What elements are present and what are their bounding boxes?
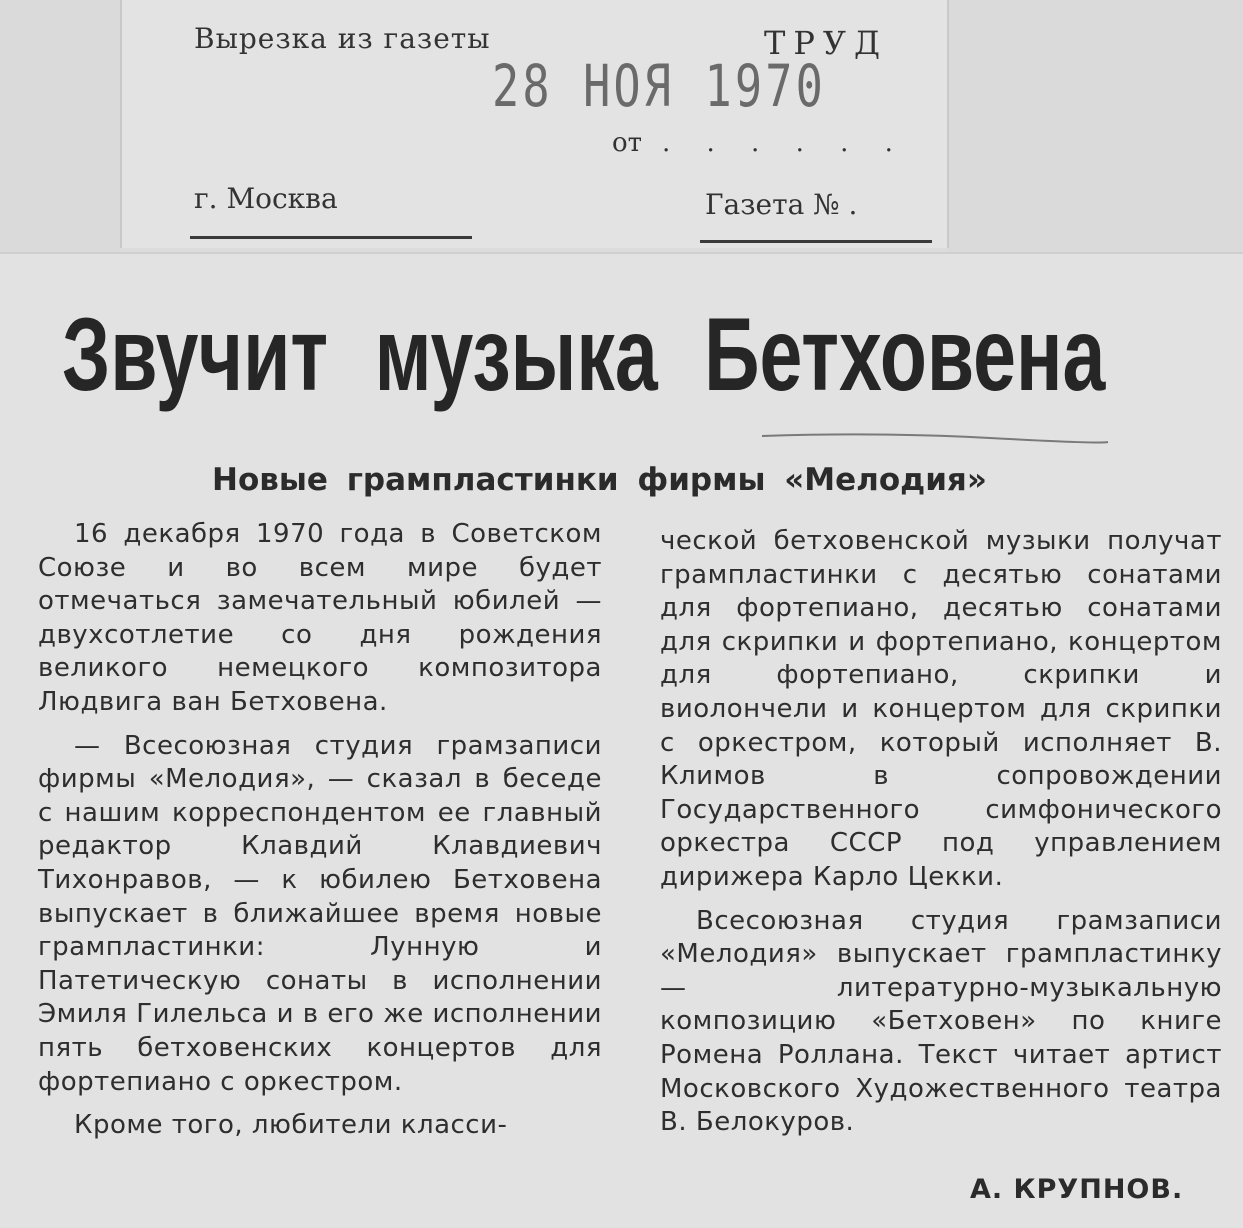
paragraph: Кроме того, любители класси- [74, 1110, 508, 1141]
issue-number-label: Газета № . [705, 188, 858, 221]
article-subheadline: Новые грампластинки фирмы «Мелодия» [212, 462, 987, 498]
paragraph: — Всесоюзная студия грамзаписи фирмы «Мелодия», — сказал в беседе с нашим корреспондентом ее главный редактор Клавдий Клавдиевич Тихонравов, — к юбилею Бетховена выпускает в ближайшее время новые грампластинки: Лунную и Патетическую сонаты в исполнении Эмиля Гилельса и в его же исполнении пять бетховенских концертов для фортепиано с оркестром. [38, 730, 602, 1097]
city-label: г. Москва [194, 182, 338, 215]
city-underline [190, 236, 472, 239]
clipping-header-slip [120, 0, 949, 248]
clipping-label: Вырезка из газеты [194, 22, 491, 55]
date-stamp: 28 НОЯ 1970 [492, 52, 826, 120]
issue-underline [700, 240, 932, 243]
pencil-underline-mark [760, 428, 1110, 448]
article-author: А. КРУПНОВ. [970, 1174, 1184, 1205]
paragraph: ческой бетховенской музыки получат грампластинки с десятью сонатами для фортепиано, десятью сонатами для скрипки и фортепиано, концертом для фортепиано, скрипки и виолончели и концертом для скрипки с оркестром, который исполняет В. Климов в сопровождении Государственного симфонического оркестра СССР под управлением дирижера Карло Цекки. [660, 526, 1222, 892]
from-label: от [612, 128, 643, 158]
newspaper-name: ТРУД [764, 24, 889, 62]
paragraph: 16 декабря 1970 года в Советском Союзе и во всем мире будет отмечаться замечательный юбилей — двухсотлетие со дня рождения великого немецкого композитора Людвига ван Бетховена. [38, 519, 602, 717]
article-column-right [660, 525, 1222, 1140]
paragraph: Всесоюзная студия грамзаписи «Мелодия» выпускает грампластинку — литературно-музыкальную композицию «Бетховен» по книге Ромена Роллана. Текст читает артист Московского Художественного театра В. Белокуров. [660, 905, 1222, 1138]
from-dots: . . . . . . [662, 128, 907, 158]
slip-left-margin [0, 0, 120, 252]
slip-right-margin [947, 0, 1243, 252]
article-headline: Звучит музыка Бетховена [62, 297, 1106, 413]
article-column-left [38, 518, 602, 1143]
